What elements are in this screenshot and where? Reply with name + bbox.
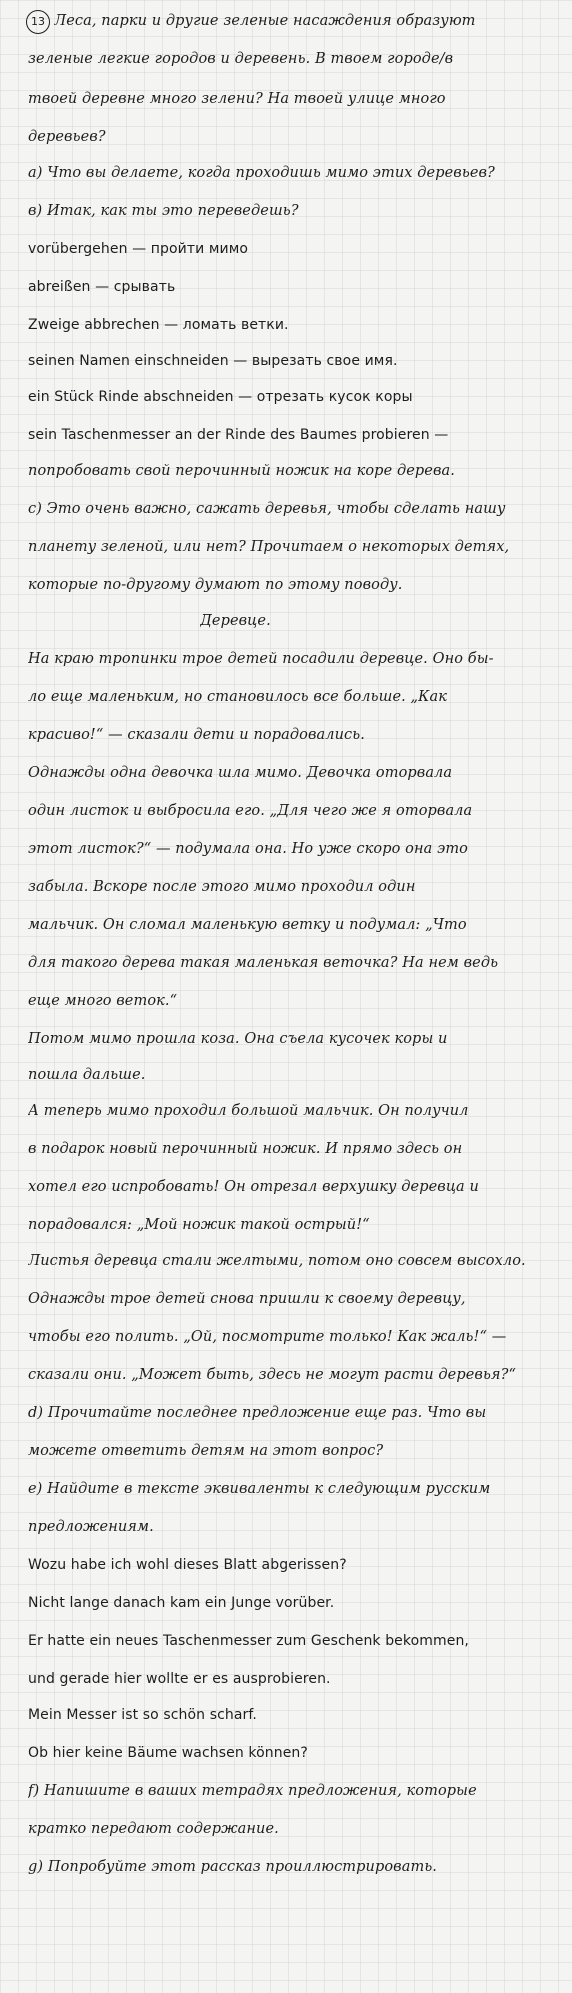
text-line: Однажды одна девочка шла мимо. Девочка оторвала	[28, 765, 453, 781]
text-line: чтобы его полить. „Ой, посмотрите только! Как жаль!“ —	[28, 1329, 507, 1345]
text-line: еще много веток.“	[28, 993, 178, 1009]
text-line: Однажды трое детей снова пришли к своему деревцу,	[28, 1291, 466, 1307]
vocab-line: seinen Namen einschneiden — вырезать свое имя.	[28, 353, 398, 369]
text-line: для такого дерева такая маленькая веточка? На нем ведь	[28, 955, 499, 971]
vocab-line: ein Stück Rinde abschneiden — отрезать кусок коры	[28, 389, 413, 405]
vocab-line: sein Taschenmesser an der Rinde des Baumes probieren —	[28, 427, 449, 443]
text-line: зеленые легкие городов и деревень. В твоем городе/в	[28, 51, 454, 67]
text-line: предложениям.	[28, 1519, 154, 1535]
story-title: Деревце.	[200, 613, 271, 629]
text-line: g) Попробуйте этот рассказ проиллюстрировать.	[28, 1859, 438, 1875]
exercise-number: 13	[26, 10, 50, 34]
text-line: в подарок новый перочинный ножик. И прямо здесь он	[28, 1141, 463, 1157]
german-sentence: Ob hier keine Bäume wachsen können?	[28, 1745, 308, 1761]
text-line: Потом мимо прошла коза. Она съела кусочек коры и	[28, 1031, 448, 1047]
german-sentence: Er hatte ein neues Taschenmesser zum Geschenk bekommen,	[28, 1633, 469, 1649]
text-line: хотел его испробовать! Он отрезал верхушку деревца и	[28, 1179, 479, 1195]
text-line: мальчик. Он сломал маленькую ветку и подумал: „Что	[28, 917, 467, 933]
text-line: d) Прочитайте последнее предложение еще раз. Что вы	[28, 1405, 487, 1421]
text-line: порадовался: „Мой ножик такой острый!“	[28, 1217, 370, 1233]
text-line: один листок и выбросила его. „Для чего же я оторвала	[28, 803, 473, 819]
text-line: На краю тропинки трое детей посадили деревце. Оно бы-	[28, 651, 494, 667]
vocab-line: abreißen — срывать	[28, 279, 176, 295]
text-line: пошла дальше.	[28, 1067, 146, 1083]
vocab-line: Zweige abbrechen — ломать ветки.	[28, 317, 289, 333]
text-line: красиво!“ — сказали дети и порадовались.	[28, 727, 365, 743]
text-line: твоей деревне много зелени? На твоей улице много	[28, 91, 446, 107]
text-line: попробовать свой перочинный ножик на коре дерева.	[28, 463, 455, 479]
text-line: Леса, парки и другие зеленые насаждения образуют	[54, 13, 476, 29]
text-line: забыла. Вскоре после этого мимо проходил один	[28, 879, 416, 895]
text-line: c) Это очень важно, сажать деревья, чтобы сделать нашу	[28, 501, 506, 517]
vocab-line: vorübergehen — пройти мимо	[28, 241, 249, 257]
text-line: А теперь мимо проходил большой мальчик. Он получил	[28, 1103, 469, 1119]
text-line: деревьев?	[28, 129, 106, 145]
text-line: сказали они. „Может быть, здесь не могут расти деревья?“	[28, 1367, 517, 1383]
german-sentence: und gerade hier wollte er es ausprobieren.	[28, 1671, 331, 1687]
text-line: f) Напишите в ваших тетрадях предложения, которые	[28, 1783, 477, 1799]
text-line: можете ответить детям на этот вопрос?	[28, 1443, 384, 1459]
german-sentence: Mein Messer ist so schön scharf.	[28, 1707, 257, 1723]
text-line: которые по-другому думают по этому поводу.	[28, 577, 403, 593]
text-line: кратко передают содержание.	[28, 1821, 279, 1837]
german-sentence: Nicht lange danach kam ein Junge vorüber.	[28, 1595, 335, 1611]
text-line: этот листок?“ — подумала она. Но уже скоро она это	[28, 841, 468, 857]
text-line: в) Итак, как ты это переведешь?	[28, 203, 299, 219]
text-line: ло еще маленьким, но становилось все больше. „Как	[28, 689, 447, 705]
german-sentence: Wozu habe ich wohl dieses Blatt abgerissen?	[28, 1557, 347, 1573]
text-line: e) Найдите в тексте эквиваленты к следующим русским	[28, 1481, 491, 1497]
text-line: планету зеленой, или нет? Прочитаем о некоторых детях,	[28, 539, 510, 555]
text-line: Листья деревца стали желтыми, потом оно совсем высохло.	[28, 1253, 526, 1269]
text-line: а) Что вы делаете, когда проходишь мимо этих деревьев?	[28, 165, 495, 181]
